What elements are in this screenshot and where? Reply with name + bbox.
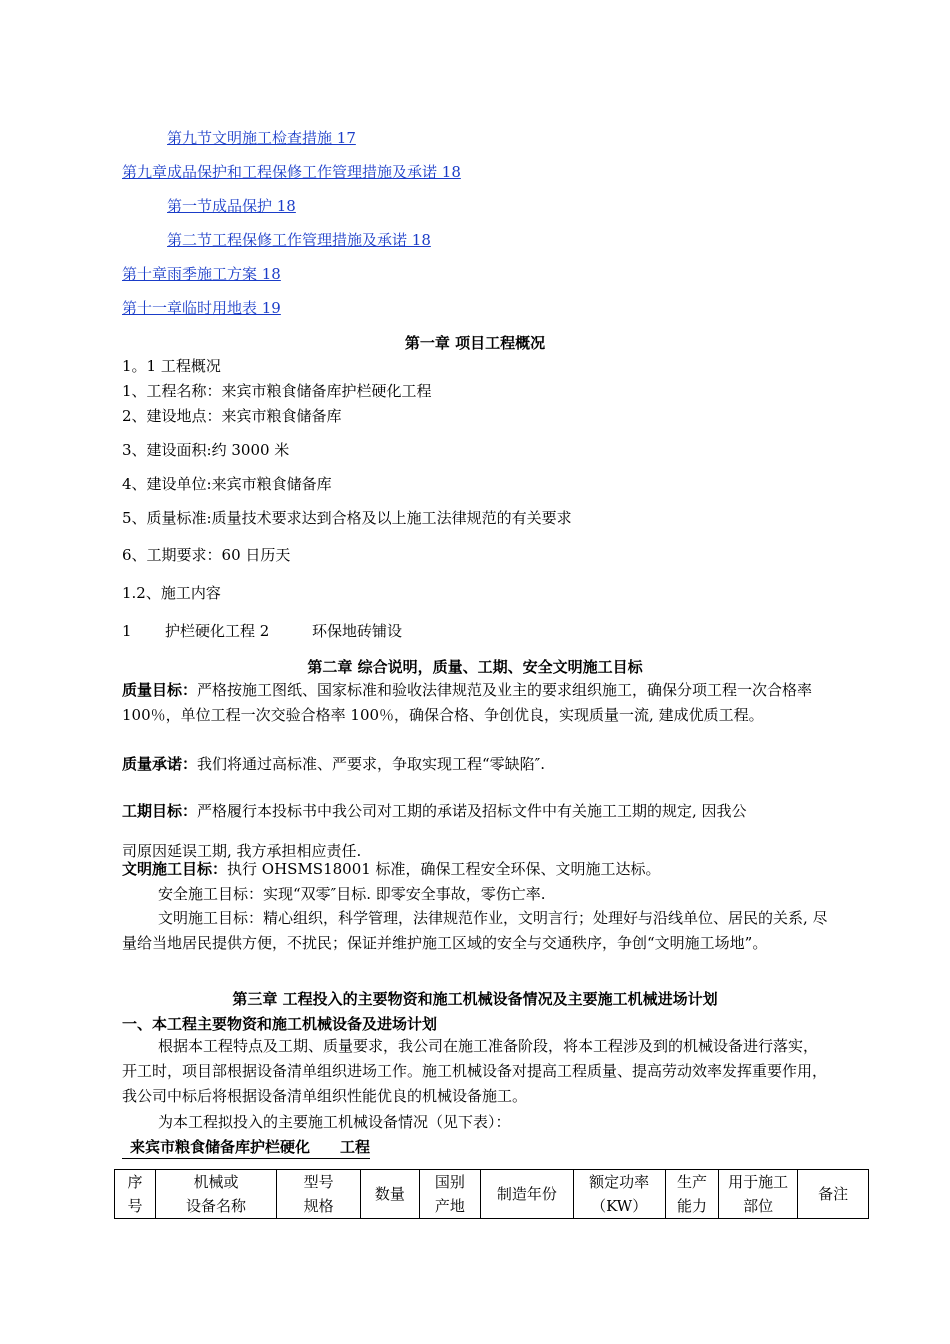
duration-item: 6、工期要求：60 日历天 (122, 546, 291, 564)
toc-link-section-9[interactable]: 第九节文明施工检查措施 17 (167, 129, 356, 147)
chapter-2-title: 第二章 综合说明，质量、工期、安全文明施工目标 (307, 658, 643, 676)
col-header-capacity: 生产 能力 (665, 1170, 718, 1219)
schedule-goal-line-2: 司原因延误工期, 我方承担相应责任. (122, 842, 362, 860)
quality-goal-label: 质量目标： (122, 681, 198, 699)
project-owner-item: 4、建设单位:来宾市粮食储备库 (122, 475, 332, 493)
table-header-row (115, 1170, 869, 1219)
safety-goal-line: 安全施工目标：实现“双零″目标. 即零安全事故，零伤亡率. (158, 885, 546, 903)
col-header-origin: 国别 产地 (419, 1170, 481, 1219)
quality-goal-paragraph (122, 678, 832, 728)
content-item-2: 环保地砖铺设 (312, 622, 403, 640)
project-area-item: 3、建设面积:约 3000 米 (122, 441, 290, 459)
toc-link-chapter-11[interactable]: 第十一章临时用地表 19 (122, 299, 281, 317)
chapter-1-title: 第一章 项目工程概况 (404, 334, 546, 352)
col-header-equipment-name: 机械或 设备名称 (156, 1170, 277, 1219)
col-header-power: 额定功率 （KW） (573, 1170, 665, 1219)
chapter-3-title: 第三章 工程投入的主要物资和施工机械设备情况及主要施工机械进场计划 (232, 990, 718, 1008)
section-1-2-heading: 1.2、施工内容 (122, 584, 221, 602)
table-title-suffix: 工程 (340, 1138, 371, 1156)
equipment-intro-line: 为本工程拟投入的主要施工机械设备情况（见下表）： (158, 1113, 511, 1131)
toc-link-chapter-10[interactable]: 第十章雨季施工方案 18 (122, 265, 281, 283)
section-1-1-heading: 1。1 工程概况 (122, 357, 221, 375)
quality-promise-paragraph (122, 752, 832, 777)
col-header-quantity: 数量 (361, 1170, 419, 1219)
quality-standard-item: 5、质量标准:质量技术要求达到合格及以上施工法律规范的有关要求 (122, 509, 572, 527)
civil-goal-label: 文明施工目标： (122, 860, 228, 878)
col-header-usage: 用于施工 部位 (719, 1170, 798, 1219)
toc-link-section-1[interactable]: 第一节成品保护 18 (167, 197, 296, 215)
toc-link-section-2[interactable]: 第二节工程保修工作管理措施及承诺 18 (167, 231, 431, 249)
col-header-remarks: 备注 (798, 1170, 869, 1219)
civil-goal-line (122, 859, 661, 879)
schedule-goal-text-1: 严格履行本投标书中我公司对工期的承诺及招标文件中有关施工工期的规定, 因我公 (197, 802, 747, 820)
equipment-table (114, 1169, 869, 1219)
col-header-year: 制造年份 (481, 1170, 573, 1219)
section-3-1-heading: 一、本工程主要物资和施工机械设备及进场计划 (122, 1015, 438, 1033)
equipment-paragraph: 根据本工程特点及工期、质量要求，我公司在施工准备阶段，将本工程涉及到的机械设备进行落实，开工时，项目部根据设备清单组织进场工作。施工机械设备对提高工程质量、提高劳动效率发挥重要作用，我公司中标后将根据设备清单组织性能优良的机械设备施工。 (122, 1037, 828, 1105)
project-name-item: 1、工程名称：来宾市粮食储备库护栏硬化工程 (122, 382, 432, 400)
schedule-goal-label: 工期目标： (122, 802, 198, 820)
content-item-1: 护栏硬化工程 2 (165, 622, 270, 640)
table-title-project: 来宾市粮食储备库护栏硬化 (130, 1138, 311, 1156)
project-location-item: 2、建设地点：来宾市粮食储备库 (122, 407, 342, 425)
quality-goal-text: 严格按施工图纸、国家标准和验收法律规范及业主的要求组织施工，确保分项工程一次合格率 100％，单位工程一次交验合格率 100％，确保合格、争创优良，实现质量一流, 建成优质工程。 (122, 681, 813, 724)
civil-goal-paragraph: 文明施工目标：精心组织，科学管理，法律规范作业，文明言行；处理好与沿线单位、居民的关系, 尽量给当地居民提供方便，不扰民；保证并维护施工区域的安全与交通秩序，争创“文明施工场地”。 (122, 909, 828, 952)
col-header-model: 型号 规格 (277, 1170, 361, 1219)
schedule-goal-line-1 (122, 801, 747, 821)
table-title (122, 1136, 370, 1159)
quality-promise-text: 我们将通过高标准、严要求，争取实现工程“零缺陷″. (197, 755, 546, 773)
quality-promise-label: 质量承诺： (122, 755, 198, 773)
civil-goal-text: 执行 OHSMS18001 标准，确保工程安全环保、文明施工达标。 (227, 860, 661, 878)
toc-link-chapter-9[interactable]: 第九章成品保护和工程保修工作管理措施及承诺 18 (122, 163, 461, 181)
col-header-index: 序 号 (115, 1170, 156, 1219)
content-index: 1 (122, 622, 132, 640)
